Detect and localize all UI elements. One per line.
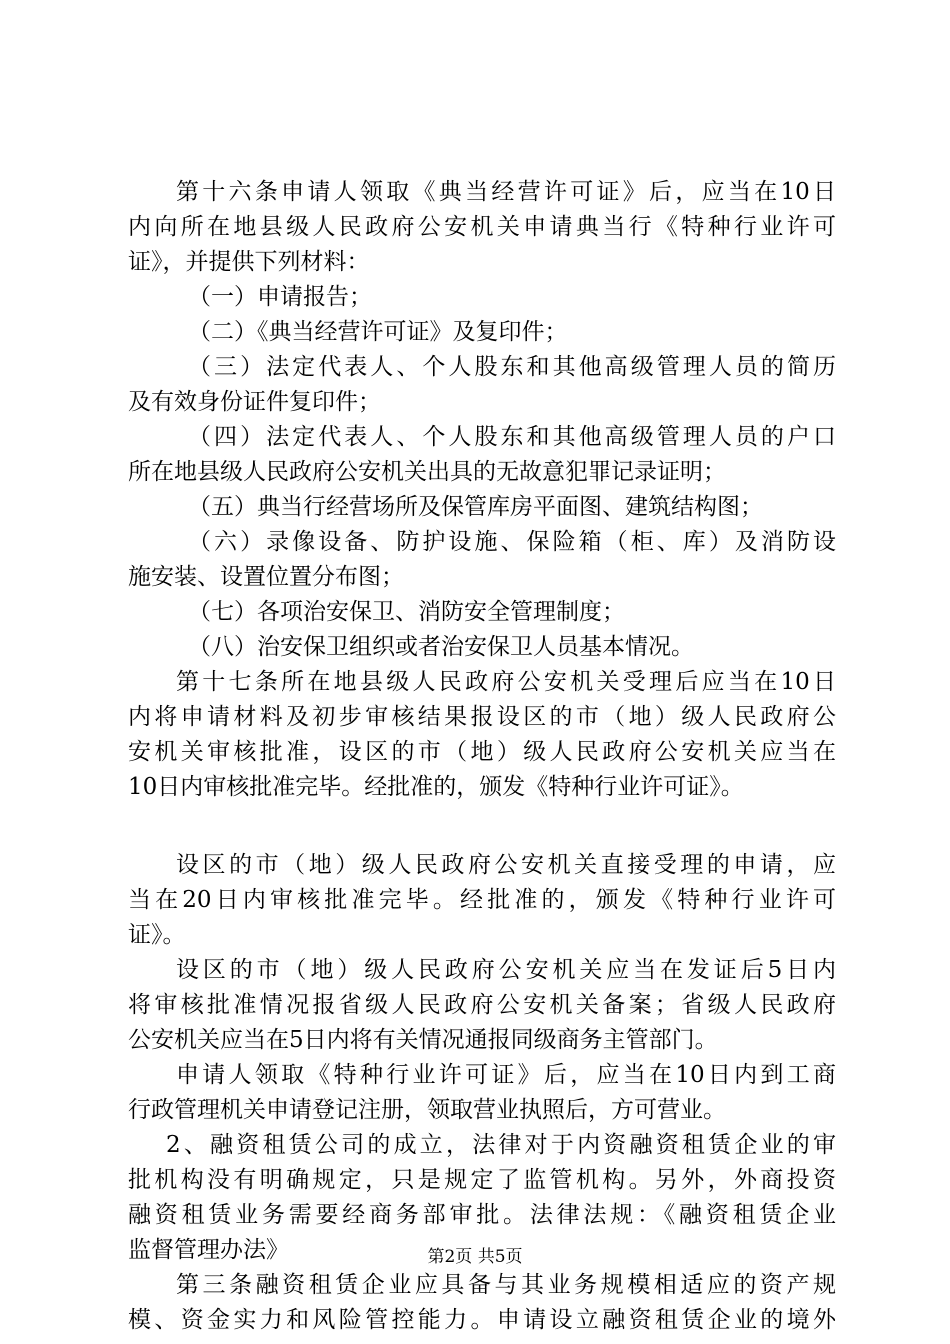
list-item: （八）治安保卫组织或者治安保卫人员基本情况。 xyxy=(188,634,694,660)
text-line: 申请人领取《特种行业许可证》后，应当在10日内到工商 xyxy=(176,1062,836,1088)
paragraph-gap xyxy=(128,805,836,848)
text-line: 融资租赁业务需要经商务部审批。法律法规：《融资租赁企业 xyxy=(128,1202,836,1228)
list-item: （四）法定代表人、个人股东和其他高级管理人员的户口 xyxy=(188,424,836,450)
text-line: 第三条融资租赁企业应具备与其业务规模相适应的资产规 xyxy=(176,1272,836,1298)
text-line: 当在20日内审核批准完毕。经批准的，颁发《特种行业许可 xyxy=(128,887,836,913)
text-line: 公安机关应当在5日内将有关情况通报同级商务主管部门。 xyxy=(128,1027,718,1053)
text-line: 将审核批准情况报省级人民政府公安机关备案；省级人民政府 xyxy=(128,992,836,1018)
text-line: 设区的市（地）级人民政府公安机关直接受理的申请，应 xyxy=(176,852,836,878)
list-item: （三）法定代表人、个人股东和其他高级管理人员的简历 xyxy=(188,354,836,380)
text-line: 证》，并提供下列材料： xyxy=(128,249,370,275)
list-item: （六）录像设备、防护设施、保险箱（柜、库）及消防设 xyxy=(188,529,836,555)
text-line: 模、资金实力和风险管控能力。申请设立融资租赁企业的境外 xyxy=(128,1307,836,1333)
text-line: 第十七条所在地县级人民政府公安机关受理后应当在10日 xyxy=(176,669,836,695)
text-line: 安机关审核批准，设区的市（地）级人民政府公安机关应当在 xyxy=(128,739,836,765)
text-line: 内将申请材料及初步审核结果报设区的市（地）级人民政府公 xyxy=(128,704,836,730)
text-line: 批机构没有明确规定，只是规定了监管机构。另外，外商投资 xyxy=(128,1167,836,1193)
list-item: （七）各项治安保卫、消防安全管理制度； xyxy=(188,599,625,625)
text-line: 2、融资租赁公司的成立，法律对于内资融资租赁企业的审 xyxy=(166,1132,836,1158)
text-line: 监督管理办法》 xyxy=(128,1237,289,1263)
text-line: 及有效身份证件复印件； xyxy=(128,389,381,415)
text-line: 施安装、设置位置分布图； xyxy=(128,564,404,590)
text-line: 第十六条申请人领取《典当经营许可证》后，应当在10日 xyxy=(176,179,836,205)
page-number: 第2页 共5页 xyxy=(427,1247,523,1267)
list-item: （二）《典当经营许可证》及复印件； xyxy=(188,319,568,345)
text-line: 证》。 xyxy=(128,922,186,948)
text-line: 内向所在地县级人民政府公安机关申请典当行《特种行业许可 xyxy=(128,214,836,240)
text-line: 10日内审核批准完毕。经批准的，颁发《特种行业许可证》。 xyxy=(128,774,744,800)
document-body xyxy=(128,175,836,1338)
text-line: 行政管理机关申请登记注册，领取营业执照后，方可营业。 xyxy=(128,1097,726,1123)
text-line: 所在地县级人民政府公安机关出具的无故意犯罪记录证明； xyxy=(128,459,726,485)
text-line: 设区的市（地）级人民政府公安机关应当在发证后5日内 xyxy=(176,957,836,983)
list-item: （一）申请报告； xyxy=(188,284,372,310)
list-item: （五）典当行经营场所及保管库房平面图、建筑结构图； xyxy=(188,494,763,520)
